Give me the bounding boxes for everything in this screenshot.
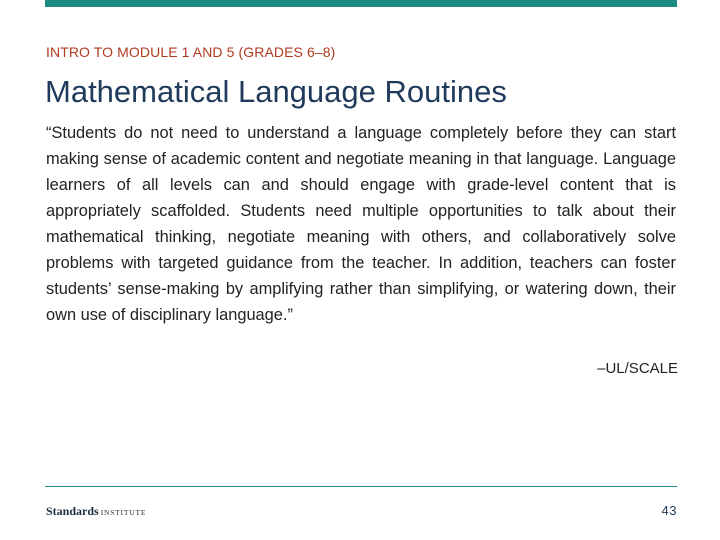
section-label: INTRO TO MODULE 1 AND 5 (GRADES 6–8) (46, 44, 336, 60)
standards-institute-logo (46, 504, 146, 520)
logo-wordmark: Standards (46, 504, 99, 518)
page-number: 43 (661, 503, 677, 518)
top-accent-bar (45, 0, 677, 7)
footer-divider (45, 486, 677, 487)
page-title: Mathematical Language Routines (45, 74, 507, 109)
logo-subtitle: INSTITUTE (100, 508, 147, 517)
quote-attribution: –UL/SCALE (597, 360, 678, 377)
quote-text: “Students do not need to understand a language completely before they can start making sense of academic content and negotiate meaning in that language. Language learners of all levels can and should engage with grade-level content that is appropriately scaffolded. Students need multiple opportunities to talk about their mathematical thinking, negotiate meaning with others, and collaboratively solve problems with targeted guidance from the teacher. In addition, teachers can foster students’ sense-making by amplifying rather than simplifying, or watering down, their own use of disciplinary language.” (46, 124, 676, 324)
